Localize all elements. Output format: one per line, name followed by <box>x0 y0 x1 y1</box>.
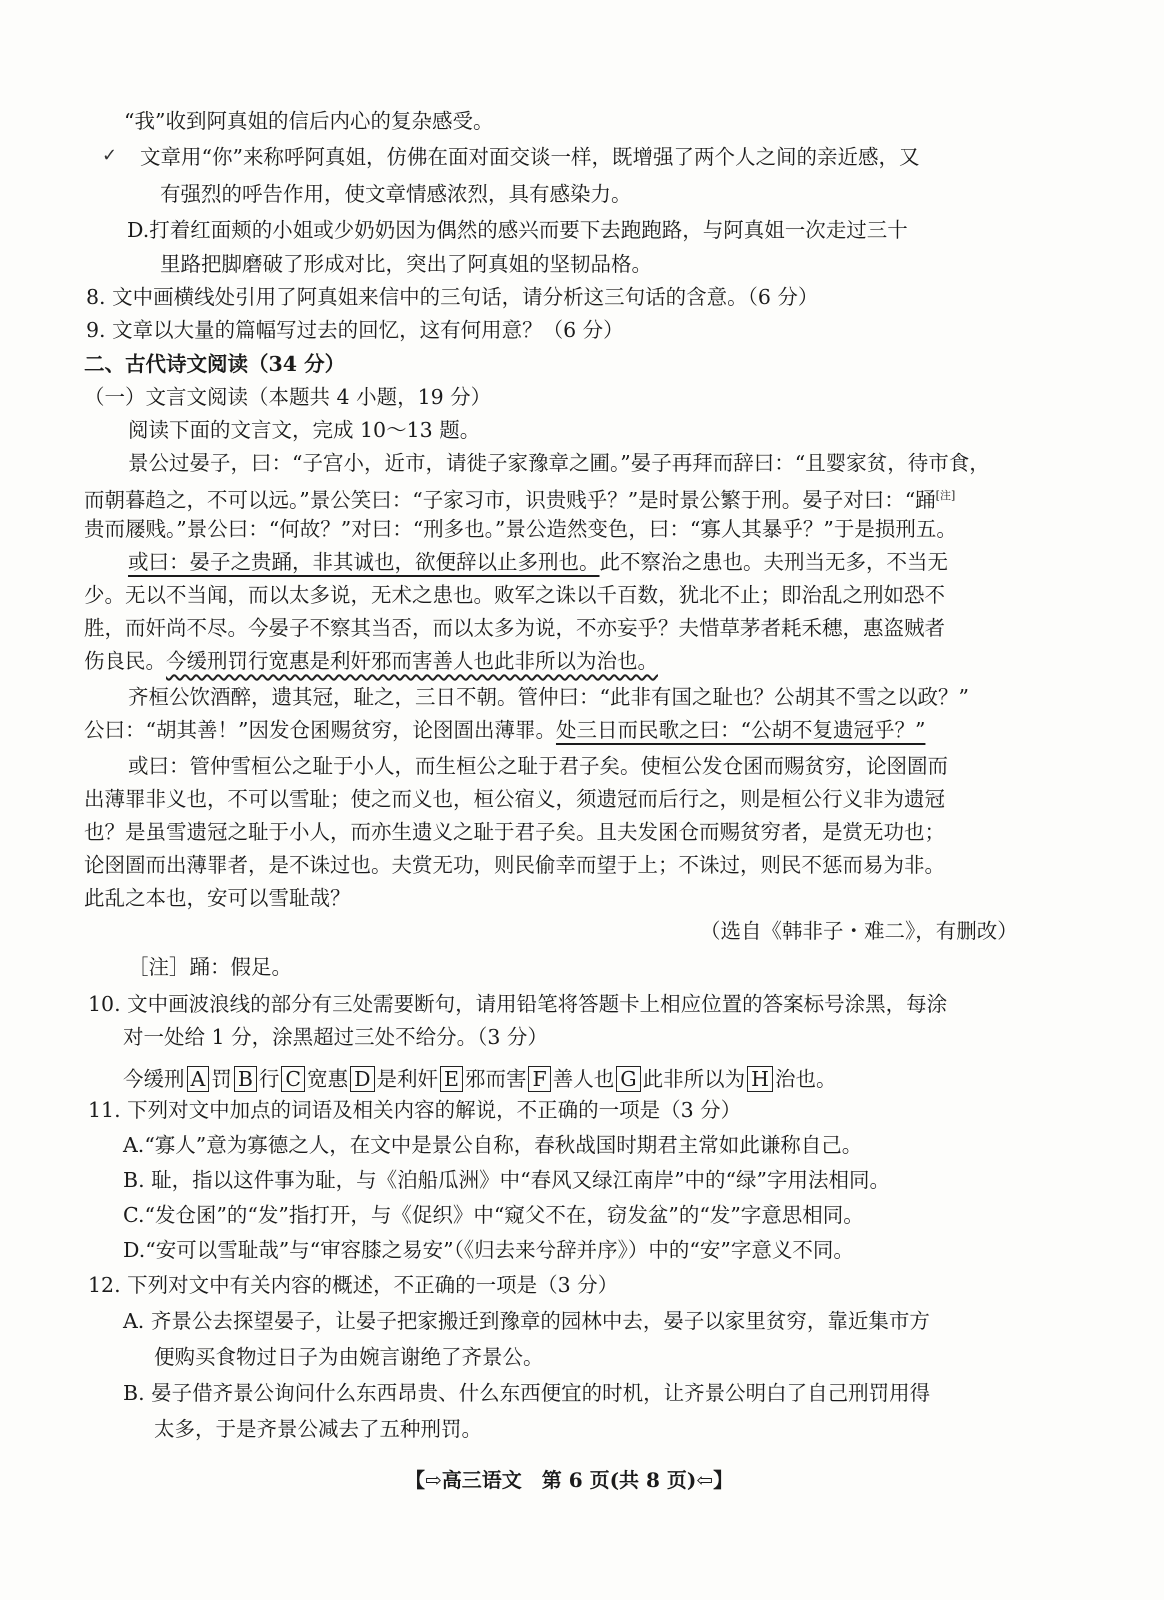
subsection-title: （一）文言文阅读（本题共 4 小题，19 分） <box>84 385 492 409</box>
option-b-cont: 太多，于是齐景公减去了五种刑罚。 <box>154 1417 482 1441</box>
question-10-cont: 对一处给 1 分，涂黑超过三处不给分。（3 分） <box>123 1025 548 1049</box>
passage-text: 公曰：“胡其善！”因发仓囷赐贫穷，论囹圄出薄罪。 <box>84 718 556 742</box>
passage-line: 也？是虽雪遗冠之耻于小人，而亦生遗义之耻于君子矣。且夫发囷仓而赐贫穷者，是赏无功也； <box>84 820 945 844</box>
underlined-sentence: 处三日而民歌之曰：“公胡不复遗冠乎？” <box>555 718 926 742</box>
segment-text: 罚 <box>211 1067 232 1091</box>
option-b[interactable]: B. 耻，指以这件事为耻，与《泊船瓜洲》中“春风又绿江南岸”中的“绿”字用法相同。 <box>123 1168 891 1192</box>
option-b[interactable]: B. 晏子借齐景公询问什么东西昂贵、什么东西便宜的时机，让齐景公明白了自己刑罚用得 <box>123 1381 931 1405</box>
passage-line: 胜，而奸尚不尽。今晏子不察其当否，而以太多为说，不亦妄乎？夫惜草茅者耗禾穗，惠盗贼者 <box>84 616 945 640</box>
option-box-b[interactable]: B <box>234 1066 257 1092</box>
option-box-d[interactable]: D <box>350 1066 374 1092</box>
text-line: 里路把脚磨破了形成对比，突出了阿真姐的坚韧品格。 <box>160 252 652 276</box>
underlined-sentence: 或曰：晏子之贵踊，非其诚也，欲便辞以止多刑也。 <box>128 550 600 574</box>
option-d[interactable]: D.“安可以雪耻哉”与“审容膝之易安”（《归去来兮辞并序》）中的“安”字意义不同。 <box>123 1238 854 1262</box>
passage-line <box>84 716 925 744</box>
passage-line: 景公过晏子，曰：“子宫小，近市，请徙子家豫章之圃。”晏子再拜而辞曰：“且婴家贫，待市食， <box>128 451 990 475</box>
page-footer: 【⇨高三语文 第 6 页(共 8 页)⇦】 <box>405 1468 734 1492</box>
segment-text: 宽惠 <box>307 1067 349 1091</box>
section-title: 二、古代诗文阅读（34 分） <box>84 352 346 376</box>
option-box-g[interactable]: G <box>616 1066 640 1092</box>
text-line: 文章用“你”来称呼阿真姐，仿佛在面对面交谈一样，既增强了两个人之间的亲近感，又 <box>140 145 920 169</box>
passage-line: 齐桓公饮酒醉，遗其冠，耻之，三日不朝。管仲曰：“此非有国之耻也？公胡其不雪之以政？” <box>128 685 969 709</box>
segment-text: 邪而害 <box>464 1067 527 1091</box>
text-line: D.打着红面颊的小姐或少奶奶因为偶然的感兴而要下去跑跑路，与阿真姐一次走过三十 <box>127 218 908 242</box>
option-box-e[interactable]: E <box>440 1066 463 1092</box>
question-12: 12. 下列对文中有关内容的概述，不正确的一项是（3 分） <box>88 1273 619 1297</box>
option-box-h[interactable]: H <box>747 1066 773 1092</box>
footnote: ［注］踊：假足。 <box>128 955 292 979</box>
instruction: 阅读下面的文言文，完成 10～13 题。 <box>128 418 481 442</box>
question-10: 10. 文中画波浪线的部分有三处需要断句，请用铅笔将答题卡上相应位置的答案标号涂黑，每涂 <box>88 992 948 1016</box>
segment-text: 此非所以为 <box>642 1067 746 1091</box>
option-a[interactable]: A.“寡人”意为寡德之人，在文中是景公自称，春秋战国时期君主常如此谦称自己。 <box>123 1133 863 1157</box>
segment-text: 是利奸 <box>376 1067 439 1091</box>
wavy-underlined-sentence: 今缓刑罚行宽惠是利奸邪而害善人也此非所以为治也。 <box>166 649 658 673</box>
question-9: 9. 文章以大量的篇幅写过去的回忆，这有何用意？（6 分） <box>86 318 624 342</box>
option-box-c[interactable]: C <box>281 1066 305 1092</box>
segment-text: 治也。 <box>775 1067 837 1091</box>
segment-text: 善人也 <box>552 1067 615 1091</box>
passage-text: 伤良民。 <box>84 649 166 673</box>
passage-text: 而朝暮趋之，不可以远。”景公笑曰：“子家习市，识贵贱乎？”是时景公繁于刑。晏子对曰：“踊 <box>84 487 936 512</box>
passage-line <box>84 482 955 514</box>
passage-line: 贵而屦贱。”景公曰：“何故？”对曰：“刑多也。”景公造然变色，曰：“寡人其暴乎？”于是损刑五。 <box>84 517 957 541</box>
passage-line <box>84 647 658 675</box>
passage-line: 少。无以不当闻，而以太多说，无术之患也。败军之诛以千百数，犹北不止；即治乱之刑如恐不 <box>84 583 945 607</box>
option-a[interactable]: A. 齐景公去探望晏子，让晏子把家搬迁到豫章的园林中去，晏子以家里贫穷，靠近集市方 <box>123 1309 930 1333</box>
passage-line: 论囹圄而出薄罪者，是不诛过也。夫赏无功，则民偷幸而望于上；不诛过，则民不惩而易为非。 <box>84 853 945 877</box>
footnote-marker: [注] <box>935 489 956 502</box>
text-line: “我”收到阿真姐的信后内心的复杂感受。 <box>124 109 494 133</box>
sentence-break-options <box>123 1064 837 1094</box>
source-citation: （选自《韩非子・难二》，有删改） <box>700 919 1018 943</box>
segment-text: 今缓刑 <box>123 1067 185 1091</box>
passage-text: 此不察治之患也。夫刑当无多，不当无 <box>599 550 948 574</box>
option-box-f[interactable]: F <box>528 1066 550 1092</box>
question-8: 8. 文中画横线处引用了阿真姐来信中的三句话，请分析这三句话的含意。（6 分） <box>86 285 819 309</box>
passage-line <box>128 548 948 576</box>
text-line: 有强烈的呼告作用，使文章情感浓烈，具有感染力。 <box>160 182 632 206</box>
option-box-a[interactable]: A <box>187 1066 210 1092</box>
passage-line: 或曰：管仲雪桓公之耻于小人，而生桓公之耻于君子矣。使桓公发仓囷而赐贫穷，论囹圄而 <box>128 754 948 778</box>
segment-text: 行 <box>258 1067 280 1091</box>
question-11: 11. 下列对文中加点的词语及相关内容的解说，不正确的一项是（3 分） <box>88 1098 742 1122</box>
passage-line: 出薄罪非义也，不可以雪耻；使之而义也，桓公宿义，须遗冠而后行之，则是桓公行义非为遗冠 <box>84 787 945 811</box>
option-c[interactable]: C.“发仓囷”的“发”指打开，与《促织》中“窥父不在，窃发盆”的“发”字意思相同。 <box>123 1203 864 1227</box>
option-a-cont: 便购买食物过日子为由婉言谢绝了齐景公。 <box>154 1345 544 1369</box>
passage-line: 此乱之本也，安可以雪耻哉？ <box>84 886 351 910</box>
handwritten-check-mark: ✓ <box>102 145 118 166</box>
